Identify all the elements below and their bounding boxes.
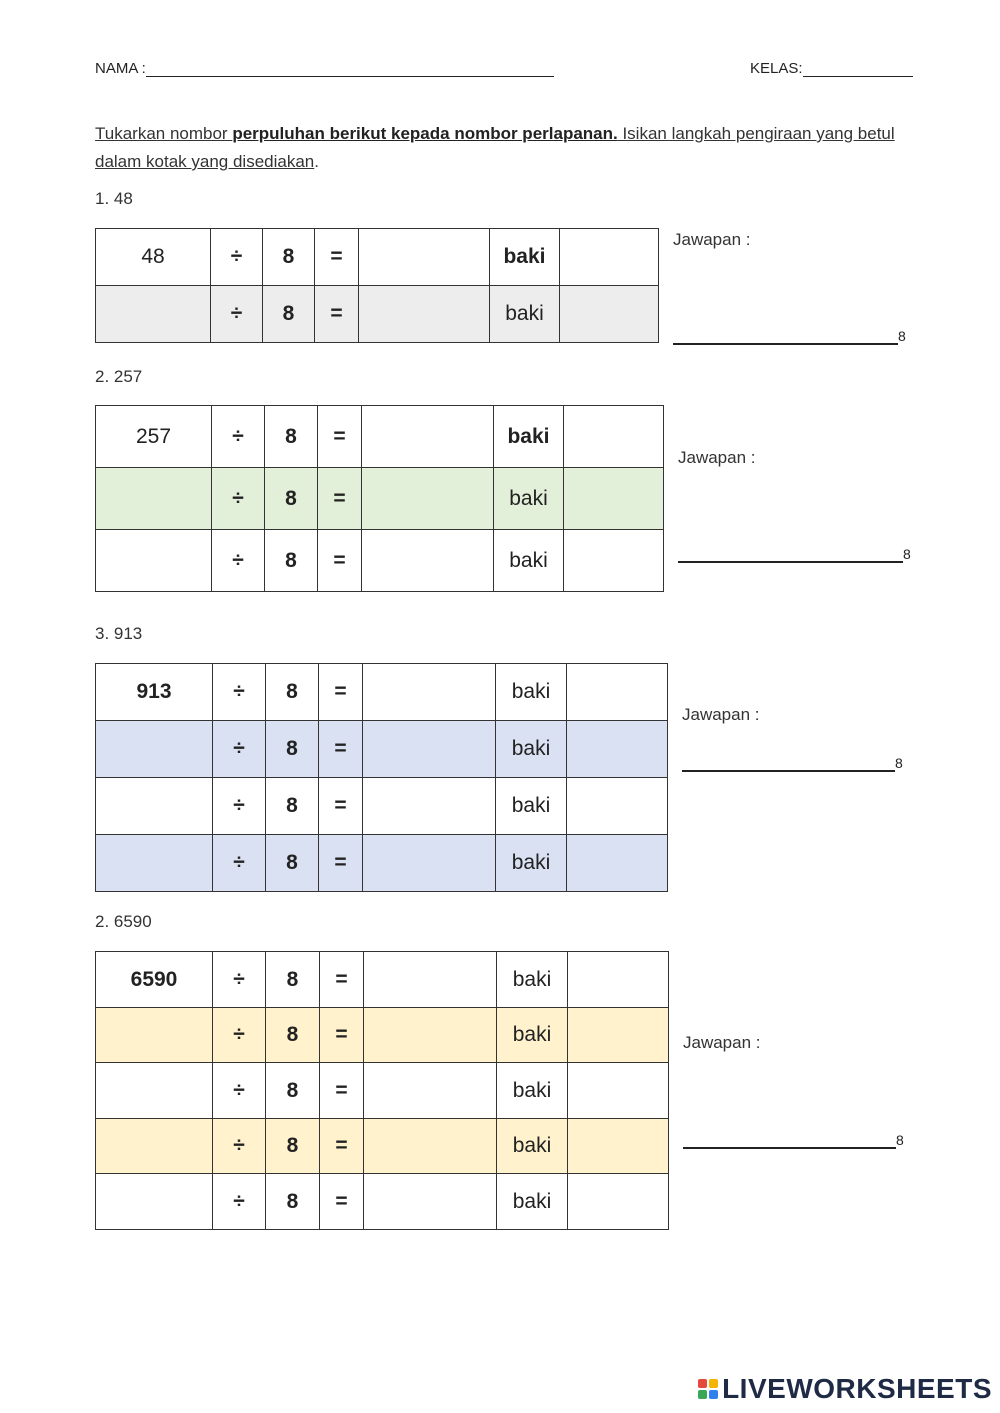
quotient-input[interactable]	[363, 835, 496, 892]
divisor-cell: 8	[266, 1008, 320, 1063]
equals-sign: =	[315, 229, 359, 286]
dividend-input[interactable]	[96, 1008, 213, 1063]
divisor-cell: 8	[266, 664, 319, 721]
answer-field	[683, 1132, 904, 1149]
answer-label: Jawapan :	[673, 230, 751, 249]
equals-sign: =	[315, 286, 359, 343]
remainder-label: baki	[494, 406, 564, 468]
answer-label: Jawapan :	[678, 448, 756, 467]
dividend-input[interactable]	[96, 721, 213, 778]
divide-sign: ÷	[212, 406, 265, 468]
remainder-input[interactable]	[568, 1119, 669, 1174]
answer-field	[682, 755, 903, 772]
divisor-cell: 8	[265, 468, 318, 530]
remainder-input[interactable]	[568, 1008, 669, 1063]
remainder-input[interactable]	[568, 1063, 669, 1119]
divide-sign: ÷	[213, 778, 266, 835]
quotient-input[interactable]	[362, 468, 494, 530]
quotient-input[interactable]	[359, 286, 490, 343]
divisor-cell: 8	[265, 406, 318, 468]
instruction-part-4: .	[314, 152, 319, 171]
class-label: KELAS:	[750, 60, 803, 77]
equals-sign: =	[320, 1119, 364, 1174]
class-blank-line[interactable]	[803, 62, 913, 77]
question-3-label: 3. 913	[95, 624, 143, 643]
remainder-input[interactable]	[567, 835, 668, 892]
table-row	[96, 664, 668, 721]
name-blank-line[interactable]	[146, 62, 554, 77]
table-row	[96, 468, 664, 530]
table-row	[96, 1174, 669, 1230]
remainder-label: baki	[496, 778, 567, 835]
remainder-label: baki	[497, 1174, 568, 1230]
remainder-label: baki	[494, 468, 564, 530]
remainder-label: baki	[490, 229, 560, 286]
quotient-input[interactable]	[363, 778, 496, 835]
divisor-cell: 8	[266, 835, 319, 892]
remainder-label: baki	[496, 664, 567, 721]
equals-sign: =	[318, 468, 362, 530]
dividend-input[interactable]	[96, 1119, 213, 1174]
instruction-part-3: Isikan langkah pengiraan yang betul dalam kotak yang disediakan	[95, 124, 895, 171]
quotient-input[interactable]	[363, 721, 496, 778]
divide-sign: ÷	[213, 835, 266, 892]
divisor-cell: 8	[266, 1174, 320, 1230]
quotient-input[interactable]	[363, 664, 496, 721]
quotient-input[interactable]	[362, 530, 494, 592]
remainder-input[interactable]	[564, 406, 664, 468]
remainder-label: baki	[497, 952, 568, 1008]
name-field	[95, 60, 554, 77]
question-2-label: 2. 257	[95, 367, 143, 386]
divide-sign: ÷	[213, 952, 266, 1008]
divide-sign: ÷	[213, 1119, 266, 1174]
table-row	[96, 1008, 669, 1063]
quotient-input[interactable]	[364, 1119, 497, 1174]
dividend-cell: 257	[96, 406, 212, 468]
remainder-input[interactable]	[568, 952, 669, 1008]
remainder-input[interactable]	[567, 778, 668, 835]
instruction-text	[95, 120, 915, 176]
dividend-input[interactable]	[96, 1063, 213, 1119]
base-subscript: 8	[895, 755, 903, 771]
dividend-input[interactable]	[96, 530, 212, 592]
question-4-label: 2. 6590	[95, 912, 152, 931]
remainder-input[interactable]	[568, 1174, 669, 1230]
divisor-cell: 8	[266, 721, 319, 778]
divide-sign: ÷	[211, 229, 263, 286]
remainder-input[interactable]	[560, 229, 659, 286]
equals-sign: =	[319, 721, 363, 778]
divisor-cell: 8	[266, 952, 320, 1008]
question-1-table	[95, 228, 659, 343]
equals-sign: =	[320, 952, 364, 1008]
divisor-cell: 8	[266, 778, 319, 835]
quotient-input[interactable]	[362, 406, 494, 468]
divisor-cell: 8	[263, 286, 315, 343]
remainder-input[interactable]	[567, 664, 668, 721]
divide-sign: ÷	[213, 1008, 266, 1063]
answer-field	[678, 546, 911, 563]
dividend-input[interactable]	[96, 286, 211, 343]
dividend-input[interactable]	[96, 1174, 213, 1230]
remainder-label: baki	[494, 530, 564, 592]
table-row	[96, 721, 668, 778]
answer-input[interactable]	[683, 1133, 896, 1149]
divide-sign: ÷	[212, 530, 265, 592]
class-field	[750, 60, 913, 77]
equals-sign: =	[320, 1008, 364, 1063]
remainder-label: baki	[497, 1008, 568, 1063]
question-1-label: 1. 48	[95, 189, 133, 208]
table-row	[96, 778, 668, 835]
remainder-input[interactable]	[564, 468, 664, 530]
table-row	[96, 530, 664, 592]
equals-sign: =	[318, 406, 362, 468]
table-row	[96, 1119, 669, 1174]
remainder-label: baki	[496, 721, 567, 778]
remainder-label: baki	[497, 1119, 568, 1174]
instruction-part-1: Tukarkan nombor	[95, 124, 233, 143]
table-row	[96, 406, 664, 468]
table-row	[96, 952, 669, 1008]
remainder-input[interactable]	[560, 286, 659, 343]
quotient-input[interactable]	[364, 1063, 497, 1119]
base-subscript: 8	[903, 546, 911, 562]
question-2-table	[95, 405, 664, 592]
dividend-cell: 6590	[96, 952, 213, 1008]
remainder-input[interactable]	[564, 530, 664, 592]
remainder-input[interactable]	[567, 721, 668, 778]
divide-sign: ÷	[212, 468, 265, 530]
divide-sign: ÷	[213, 664, 266, 721]
dividend-input[interactable]	[96, 468, 212, 530]
logo-text: LIVEWORKSHEETS	[722, 1373, 992, 1404]
equals-sign: =	[319, 664, 363, 721]
remainder-label: baki	[490, 286, 560, 343]
divide-sign: ÷	[211, 286, 263, 343]
divide-sign: ÷	[213, 721, 266, 778]
answer-label: Jawapan :	[682, 705, 760, 724]
answer-input[interactable]	[673, 329, 898, 345]
dividend-input[interactable]	[96, 835, 213, 892]
name-label: NAMA :	[95, 60, 146, 77]
instruction-part-2: perpuluhan berikut kepada nombor perlapanan.	[232, 124, 618, 143]
quotient-input[interactable]	[364, 1008, 497, 1063]
logo-grid-icon	[698, 1379, 718, 1399]
dividend-cell: 48	[96, 229, 211, 286]
equals-sign: =	[318, 530, 362, 592]
equals-sign: =	[320, 1063, 364, 1119]
remainder-label: baki	[497, 1063, 568, 1119]
answer-label: Jawapan :	[683, 1033, 761, 1052]
quotient-input[interactable]	[364, 1174, 497, 1230]
table-row	[96, 286, 659, 343]
divide-sign: ÷	[213, 1063, 266, 1119]
divide-sign: ÷	[213, 1174, 266, 1230]
divisor-cell: 8	[266, 1063, 320, 1119]
quotient-input[interactable]	[364, 952, 497, 1008]
divisor-cell: 8	[266, 1119, 320, 1174]
table-row	[96, 1063, 669, 1119]
question-3-table	[95, 663, 668, 892]
base-subscript: 8	[896, 1132, 904, 1148]
table-row	[96, 835, 668, 892]
answer-input[interactable]	[678, 547, 903, 563]
liveworksheets-logo	[698, 1373, 992, 1405]
answer-field	[673, 328, 906, 345]
dividend-cell: 913	[96, 664, 213, 721]
equals-sign: =	[320, 1174, 364, 1230]
base-subscript: 8	[898, 328, 906, 344]
question-4-table	[95, 951, 669, 1230]
table-row	[96, 229, 659, 286]
equals-sign: =	[319, 778, 363, 835]
quotient-input[interactable]	[359, 229, 490, 286]
divisor-cell: 8	[265, 530, 318, 592]
dividend-input[interactable]	[96, 778, 213, 835]
remainder-label: baki	[496, 835, 567, 892]
equals-sign: =	[319, 835, 363, 892]
divisor-cell: 8	[263, 229, 315, 286]
answer-input[interactable]	[682, 756, 895, 772]
